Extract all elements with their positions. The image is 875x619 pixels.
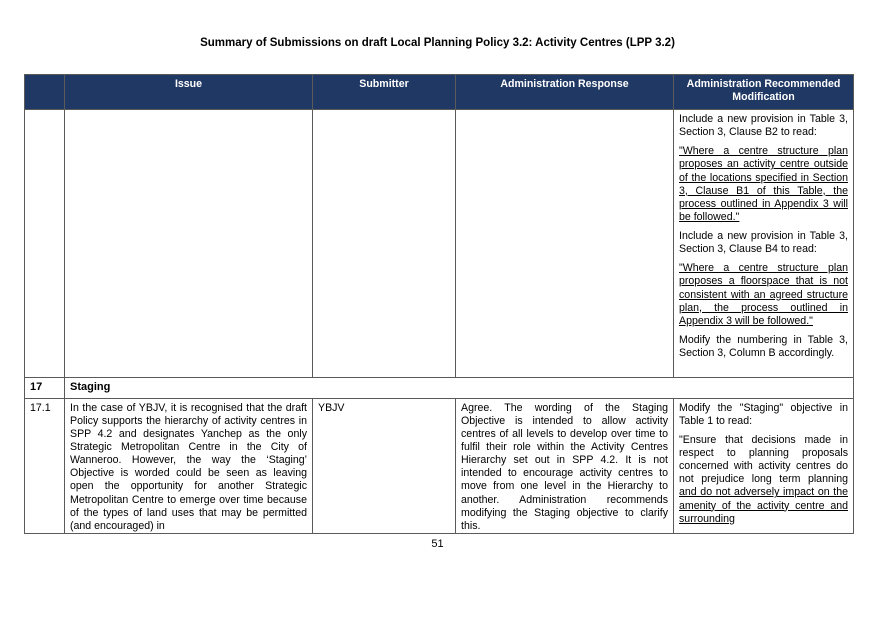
page-title: Summary of Submissions on draft Local Planning Policy 3.2: Activity Centres (LPP 3.2)	[200, 37, 675, 49]
cell-number	[25, 110, 65, 378]
section-title: Staging	[65, 378, 854, 399]
modification-paragraph: Modify the numbering in Table 3, Section 3, Column B accordingly.	[679, 333, 848, 359]
modification-quote-underlined: "Where a centre structure plan proposes a floorspace that is not consistent with an agreed structure plan, the process outlined in Appendix 3 will be followed."	[679, 262, 848, 327]
header-number	[25, 75, 65, 110]
modification-quote-underlined: "Where a centre structure plan proposes an activity centre outside of the locations specified in Section 3, Clause B1 of this Table, the process outlined in Appendix 3 will be followed."	[679, 145, 848, 223]
cell-issue	[65, 110, 313, 378]
header-response: Administration Response	[456, 75, 674, 110]
submitter-text: YBJV	[313, 398, 456, 533]
cell-submitter	[313, 110, 456, 378]
response-text: Agree. The wording of the Staging Objective is intended to allow activity centres of all levels to develop over time to fulfil their role within the Activity Centres Hierarchy set out in SPP 4.2. It is not intended to encourage activity centres to move from one level in the Hierarchy to another. Administration recommends modifying the Staging objective to clarify this.	[456, 398, 674, 533]
modification-paragraph: Modify the "Staging" objective in Table 1 to read:	[679, 401, 848, 427]
section-row	[25, 378, 854, 399]
table-header-row	[25, 75, 854, 110]
page-number: 51	[431, 538, 444, 550]
section-number: 17	[25, 378, 65, 399]
header-modification: Administration Recommended Modification	[674, 75, 854, 110]
row-number: 17.1	[25, 398, 65, 533]
cell-modification	[674, 110, 854, 378]
modification-paragraph: Include a new provision in Table 3, Section 3, Clause B4 to read:	[679, 230, 848, 256]
modification-quote: "Ensure that decisions made in respect to planning proposals concerned with activity centres do not prejudice long term planning and do not adversely impact on the amenity of the activity centre and surrounding	[679, 433, 848, 525]
cell-response	[456, 110, 674, 378]
modification-text	[674, 398, 854, 533]
table-row-17-1	[25, 398, 854, 533]
table-row-continuation	[25, 110, 854, 378]
header-submitter: Submitter	[313, 75, 456, 110]
header-issue: Issue	[65, 75, 313, 110]
modification-paragraph: Include a new provision in Table 3, Section 3, Clause B2 to read:	[679, 113, 848, 139]
issue-text: In the case of YBJV, it is recognised that the draft Policy supports the hierarchy of activity centres in SPP 4.2 and designates Yanchep as the only Strategic Metropolitan Centre in the City of Wanneroo. However, the way the ‘Staging’ Objective is worded could be seen as leaving open the opportunity for another Strategic Metropolitan Centre to emerge over time because of the types of land uses that may be permitted (and encouraged) in	[65, 398, 313, 533]
submissions-table	[24, 74, 854, 534]
